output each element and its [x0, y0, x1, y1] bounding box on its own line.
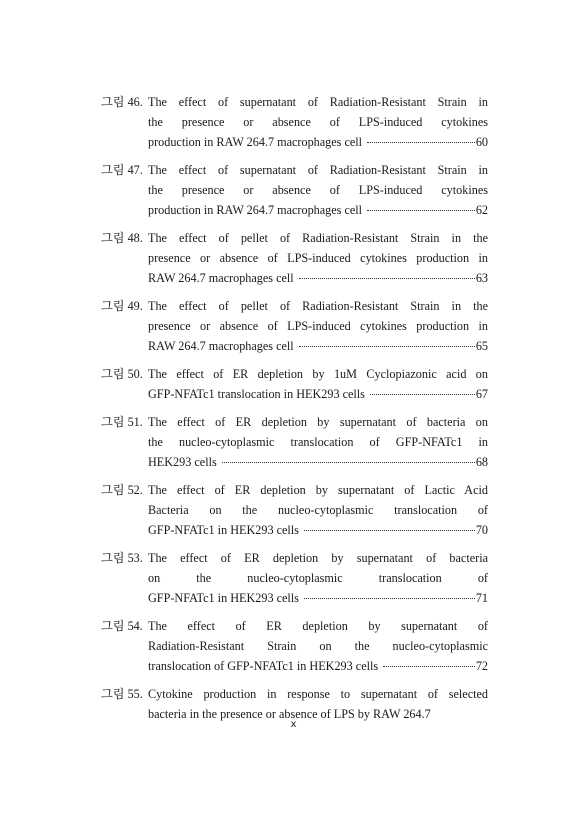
caption-line: The effect of pellet of Radiation-Resistant Strain in the	[148, 298, 488, 313]
caption-line: the presence or absence of LPS-induced cytokines	[148, 114, 488, 129]
caption-line-with-leader	[148, 133, 488, 153]
figure-caption	[148, 93, 488, 152]
caption-line: GFP-NFATc1 in HEK293 cells	[148, 590, 299, 605]
figure-caption	[148, 549, 488, 608]
dot-leader	[367, 142, 475, 143]
toc-entry[interactable]	[0, 549, 587, 608]
caption-line: The effect of ER depletion by 1uM Cyclopiazonic acid on	[148, 366, 488, 381]
toc-entry[interactable]	[0, 93, 587, 152]
dot-leader	[367, 210, 475, 211]
figure-caption	[148, 617, 488, 676]
page-reference[interactable]: 65	[475, 338, 488, 353]
dot-leader	[304, 530, 475, 531]
toc-entry[interactable]	[0, 161, 587, 220]
figure-number: 그림 54.	[101, 619, 143, 634]
caption-line: The effect of supernatant of Radiation-Resistant Strain in	[148, 162, 488, 177]
caption-line: Radiation-Resistant Strain on the nucleo-cytoplasmic	[148, 638, 488, 653]
toc-entry[interactable]	[0, 481, 587, 540]
caption-line-with-leader	[148, 657, 488, 677]
figure-caption	[148, 365, 488, 405]
caption-line-with-leader	[148, 201, 488, 221]
figure-number: 그림 48.	[101, 230, 143, 245]
caption-line-with-leader	[148, 521, 488, 541]
caption-line: production in RAW 264.7 macrophages cell	[148, 202, 363, 217]
dot-leader	[370, 394, 475, 395]
figure-number: 그림 52.	[101, 483, 143, 498]
toc-entry[interactable]	[0, 413, 587, 472]
dot-leader	[299, 346, 475, 347]
figure-number: 그림 51.	[101, 415, 143, 430]
page-reference[interactable]: 71	[475, 590, 488, 605]
dot-leader	[304, 598, 475, 599]
figure-number: 그림 50.	[101, 366, 143, 381]
figure-caption	[148, 297, 488, 356]
dot-leader	[299, 278, 475, 279]
page-reference[interactable]: 62	[475, 202, 488, 217]
caption-line: RAW 264.7 macrophages cell	[148, 338, 294, 353]
figure-caption	[148, 413, 488, 472]
toc-entry[interactable]	[0, 617, 587, 676]
caption-line: translocation of GFP-NFATc1 in HEK293 cells	[148, 658, 379, 673]
dot-leader	[383, 666, 475, 667]
figure-number: 그림 47.	[101, 162, 143, 177]
toc-entry[interactable]	[0, 297, 587, 356]
caption-line: the presence or absence of LPS-induced cytokines	[148, 182, 488, 197]
figure-caption	[148, 481, 488, 540]
caption-line: The effect of supernatant of Radiation-Resistant Strain in	[148, 95, 488, 109]
toc-entry[interactable]	[0, 229, 587, 288]
caption-line: Cytokine production in response to supernatant of selected	[148, 687, 488, 702]
caption-line: bacteria in the presence or absence of LPS by RAW 264.7	[148, 706, 431, 721]
caption-line-with-leader	[148, 385, 488, 405]
figure-caption	[148, 229, 488, 288]
dot-leader	[222, 462, 475, 463]
caption-line-with-leader	[148, 269, 488, 289]
page-reference[interactable]: 72	[475, 658, 488, 673]
caption-line: presence or absence of LPS-induced cytokines production in	[148, 250, 488, 265]
page-reference[interactable]: 67	[475, 386, 488, 401]
caption-line: presence or absence of LPS-induced cytokines production in	[148, 318, 488, 333]
toc-entry[interactable]	[0, 365, 587, 405]
figure-number: 그림 53.	[101, 551, 143, 566]
page-reference[interactable]: 68	[475, 454, 488, 469]
caption-line: the nucleo-cytoplasmic translocation of GFP-NFATc1 in	[148, 434, 488, 449]
caption-line: Bacteria on the nucleo-cytoplasmic translocation of	[148, 502, 488, 517]
caption-line: on the nucleo-cytoplasmic translocation of	[148, 570, 488, 585]
page-reference[interactable]: 60	[475, 134, 488, 149]
caption-line: The effect of pellet of Radiation-Resistant Strain in the	[148, 230, 488, 245]
page-reference[interactable]: 63	[475, 270, 488, 285]
caption-line: RAW 264.7 macrophages cell	[148, 270, 294, 285]
caption-line: production in RAW 264.7 macrophages cell	[148, 134, 363, 149]
page-number: x	[290, 719, 297, 730]
list-of-figures	[0, 93, 587, 733]
page-reference[interactable]: 70	[475, 522, 488, 537]
caption-line: GFP-NFATc1 in HEK293 cells	[148, 522, 299, 537]
figure-number: 그림 49.	[101, 298, 143, 313]
caption-line-with-leader	[148, 589, 488, 609]
caption-line: The effect of ER depletion by supernatant of	[148, 619, 488, 634]
caption-line: GFP-NFATc1 translocation in HEK293 cells	[148, 386, 365, 401]
figure-caption	[148, 161, 488, 220]
caption-line: The effect of ER depletion by supernatant of Lactic Acid	[148, 483, 488, 498]
caption-line-with-leader	[148, 453, 488, 473]
caption-line: HEK293 cells	[148, 454, 217, 469]
caption-line: The effect of ER depletion by supernatant of bacteria on	[148, 415, 488, 430]
caption-line: The effect of ER depletion by supernatant of bacteria	[148, 551, 488, 566]
figure-number: 그림 55.	[101, 687, 143, 702]
figure-number: 그림 46.	[101, 95, 143, 109]
caption-line-with-leader	[148, 337, 488, 357]
